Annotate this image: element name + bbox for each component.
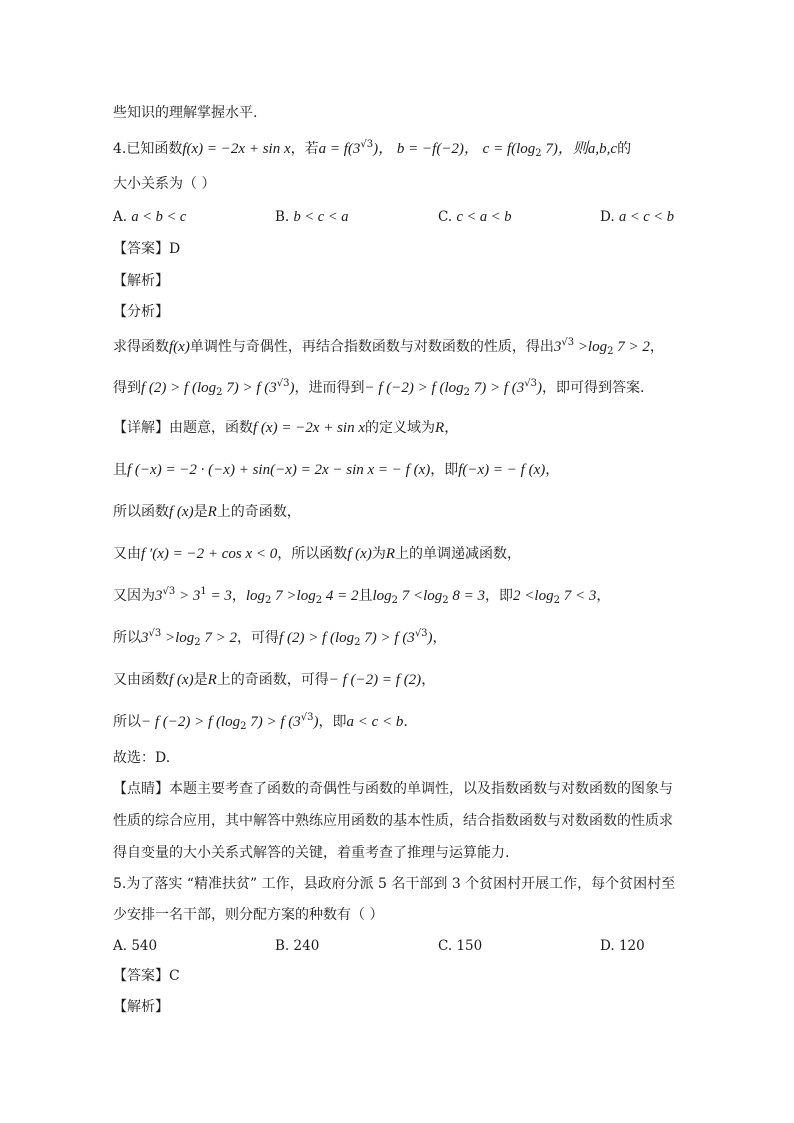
math: > 3 [175, 588, 201, 604]
text: ， [444, 420, 459, 436]
text: 又因为 [113, 588, 155, 604]
text: 本题主要考查了函数的奇偶性与函数的单调性，以及指数函数与对数函数的图象与 [169, 781, 673, 797]
math: − f (−2) = f (2) [328, 672, 422, 688]
text: 所以 [113, 714, 141, 730]
math: log [372, 588, 392, 604]
math: R [207, 504, 217, 520]
math: 3 [553, 339, 562, 355]
q4-sqrt3: √3 [360, 139, 374, 150]
math: 4 = 2 [322, 588, 359, 604]
option-label: C. [438, 209, 453, 225]
math: 7 <log [398, 588, 443, 604]
option-label: A. [113, 938, 128, 954]
option-text: a < b < c [131, 209, 187, 225]
math: f (x) = −2x + sin x [253, 420, 366, 436]
math: f(x) [169, 339, 190, 355]
sup: √3 [148, 628, 162, 639]
math: 7) > f (3 [246, 714, 301, 730]
math: 3 [155, 588, 163, 604]
sup: √3 [162, 586, 176, 597]
sub: 2 [553, 595, 560, 606]
q4-b-def: ， b = −f(−2)， c = f(log [378, 141, 536, 157]
text: 得到 [113, 380, 141, 396]
comment-line-2: 性质的综合应用，其中解答中熟练应用函数的基本性质，结合指数函数与对数函数的性质求 [113, 813, 673, 829]
sup: √3 [414, 628, 428, 639]
q5-option-b [275, 936, 319, 956]
detail-tag: 【详解】 [113, 420, 169, 436]
sup: √3 [300, 712, 314, 723]
math: ) [289, 380, 295, 396]
q4-stem [113, 139, 631, 159]
option-label: A. [113, 209, 128, 225]
text: ， [596, 588, 611, 604]
math: 8 = 3 [448, 588, 486, 604]
math: >log [574, 339, 608, 355]
option-text: c < a < b [456, 209, 512, 225]
text: 是 [193, 672, 208, 688]
text: 单调性与奇偶性，再结合指数函数与对数函数的性质，得出 [189, 339, 554, 355]
math: R [385, 546, 395, 562]
math: 7) > f (3 [470, 380, 525, 396]
text: 且 [358, 588, 373, 604]
option-text: 150 [456, 938, 483, 954]
q5-stem-line1: 5.为了落实 “精准扶贫” 工作，县政府分派 5 名干部到 3 个贫困村开展工作，每个贫困村至 [113, 876, 676, 892]
sup: √3 [561, 337, 575, 348]
detail-line-7 [113, 670, 435, 690]
text: 由题意，函数 [169, 420, 253, 436]
math: f (x) [169, 504, 194, 520]
option-text: 240 [293, 938, 320, 954]
math: f ′(x) = −2 + cos x < 0 [141, 546, 278, 562]
math: log [245, 588, 266, 604]
detail-line-2 [113, 460, 559, 480]
text: ， [421, 672, 436, 688]
text: ，即 [430, 462, 459, 478]
math: = 3 [206, 588, 232, 604]
math: − f (−2) > f (log [141, 714, 241, 730]
q4-close: ) [373, 141, 379, 157]
comment-line-1 [113, 779, 673, 799]
text: 是 [193, 504, 208, 520]
text: ， [432, 630, 447, 646]
text: ，进而得到 [294, 380, 365, 396]
text: ， [649, 339, 664, 355]
q4-abc: a,b,c [587, 141, 618, 157]
text: 上的奇函数，可得 [216, 672, 329, 688]
q4-answer: 【答案】D [113, 241, 181, 257]
analysis-line-2 [113, 378, 644, 398]
math: ) [427, 630, 433, 646]
q4-stem-a: 4.已知函数 [113, 141, 183, 157]
detail-line-6 [113, 628, 447, 648]
text: 求得函数 [113, 339, 169, 355]
text: ，即 [485, 588, 514, 604]
math: 7) > f (3 [222, 380, 277, 396]
math: 7 > 2 [200, 630, 238, 646]
option-label: B. [275, 209, 290, 225]
math: f (x) [347, 546, 372, 562]
sub: 2 [216, 387, 223, 398]
text: 又由 [113, 546, 141, 562]
text: 的定义域为 [365, 420, 436, 436]
q4-jiexi: 【解析】 [113, 273, 169, 289]
option-text: 120 [618, 938, 645, 954]
q4-option-c [438, 207, 511, 227]
q5-option-d [600, 936, 645, 956]
q4-a-def: a = f(3 [318, 141, 361, 157]
q4-stem-line2: 大小关系为（ ） [113, 176, 216, 192]
q4-stem-c: 的 [617, 141, 632, 157]
text: ，即 [318, 714, 347, 730]
math: R [207, 672, 217, 688]
text: 且 [113, 462, 127, 478]
text: ，所以函数 [277, 546, 348, 562]
q5-option-a [113, 936, 157, 956]
math: f (x) [169, 672, 194, 688]
math: 7 >log [271, 588, 316, 604]
math: ) [313, 714, 319, 730]
q4-base2: 2 [535, 148, 542, 159]
text: ，可得 [237, 630, 280, 646]
comment-line-3: 得自变量的大小关系式解答的关键，着重考查了推理与运算能力. [113, 845, 510, 861]
math: f (2) > f (log [279, 630, 355, 646]
detail-line-4 [113, 544, 521, 564]
math: − f (−2) > f (log [364, 380, 464, 396]
q5-jiexi: 【解析】 [113, 999, 169, 1015]
math: f (−x) = −2 · (−x) + sin(−x) = 2x − sin x = − f (x) [127, 462, 431, 478]
math: >log [161, 630, 195, 646]
sub: 2 [442, 595, 449, 606]
comment-tag: 【点睛】 [113, 781, 169, 797]
q4-conclusion: 故选：D. [113, 750, 171, 766]
option-label: D. [600, 938, 615, 954]
intro-line: 些知识的理解掌握水平. [113, 105, 258, 121]
option-label: D. [600, 209, 615, 225]
sub: 2 [463, 387, 470, 398]
text: ， [545, 462, 560, 478]
q4-fenxi: 【分析】 [113, 304, 169, 320]
text: . [403, 714, 408, 730]
text: ，即可得到答案. [542, 380, 645, 396]
detail-line-5 [113, 586, 610, 606]
text: 所以函数 [113, 504, 169, 520]
analysis-line-1 [113, 337, 664, 357]
detail-line-1 [113, 418, 458, 438]
math: 7 < 3 [559, 588, 597, 604]
option-label: B. [275, 938, 290, 954]
sub: 2 [265, 595, 272, 606]
detail-line-8 [113, 712, 408, 732]
q4-option-a [113, 207, 186, 227]
math: f (2) > f (log [141, 380, 217, 396]
math: 3 [141, 630, 149, 646]
q5-option-c [438, 936, 482, 956]
option-text: b < c < a [293, 209, 349, 225]
sup: 1 [200, 586, 207, 597]
math: R [435, 420, 445, 436]
option-text: 540 [131, 938, 158, 954]
q4-stem-b: ，若 [290, 141, 319, 157]
text: 又由函数 [113, 672, 169, 688]
q5-answer: 【答案】C [113, 968, 180, 984]
q4-option-b [275, 207, 349, 227]
q4-function: f(x) = −2x + sin x [182, 141, 291, 157]
sub: 2 [391, 595, 398, 606]
q4-option-d [600, 207, 674, 227]
text: 上的单调递减函数， [395, 546, 521, 562]
math: a < c < b [346, 714, 404, 730]
math: f(−x) = − f (x) [458, 462, 546, 478]
q4-c-tail: 7)，则 [541, 141, 588, 157]
math: 7 > 2 [613, 339, 650, 355]
option-label: C. [438, 938, 453, 954]
sub: 2 [194, 637, 201, 648]
sup: √3 [524, 378, 538, 389]
math: ) [537, 380, 543, 396]
text: 所以 [113, 630, 141, 646]
text: ， [231, 588, 246, 604]
sub: 2 [607, 346, 614, 357]
sub: 2 [354, 637, 361, 648]
option-text: a < c < b [618, 209, 674, 225]
sup: √3 [276, 378, 290, 389]
text: 上的奇函数， [216, 504, 301, 520]
sub: 2 [240, 721, 247, 732]
math: 7) > f (3 [360, 630, 415, 646]
sub: 2 [315, 595, 323, 606]
q5-stem-line2: 少安排一名干部，则分配方案的种数有（ ） [113, 907, 384, 923]
detail-line-3 [113, 502, 301, 522]
math: 2 <log [513, 588, 554, 604]
text: 为 [371, 546, 386, 562]
